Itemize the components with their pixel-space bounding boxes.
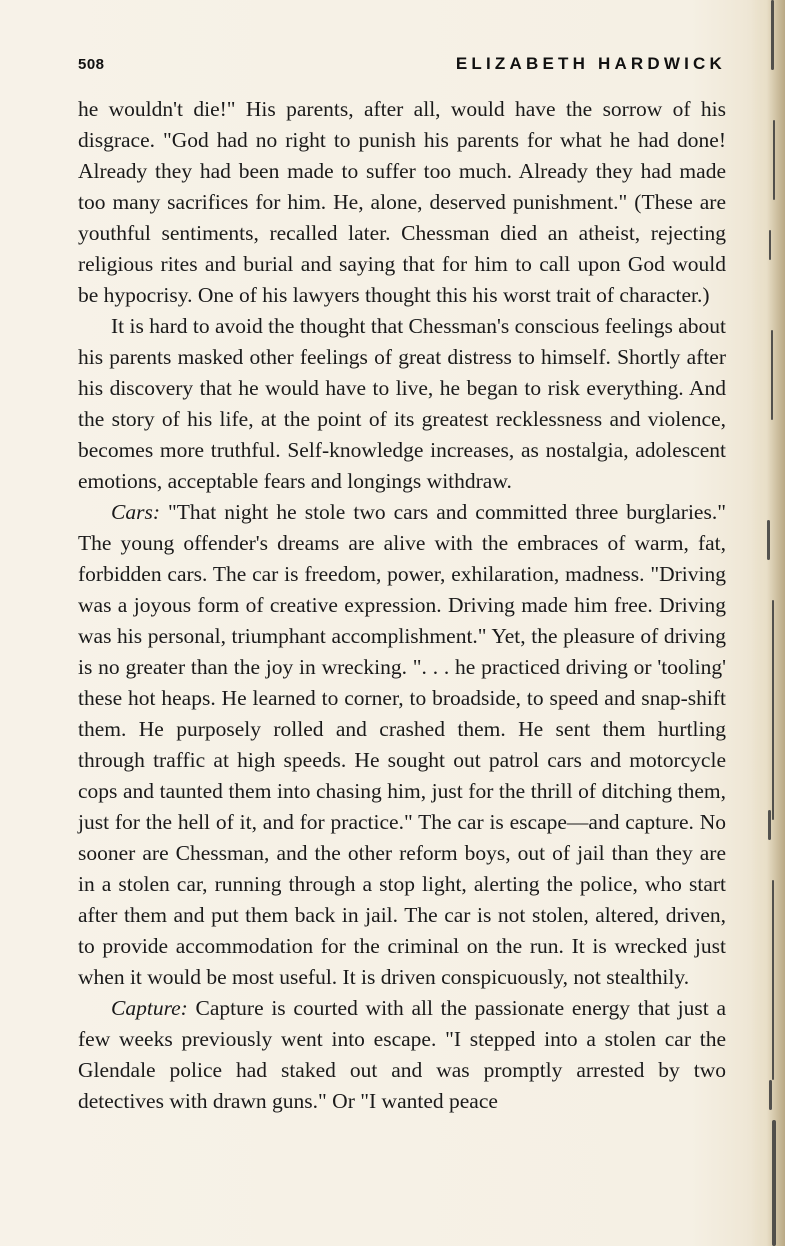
page-gutter-shadow [751, 0, 785, 1246]
paragraph-text: It is hard to avoid the thought that Chessman's conscious feelings about his parents masked other feelings of great distress to himself. Shortly after his discovery that he would have to live, he began to risk everything. And the story of his life, at the point of its greatest recklessness and violence, becomes more truthful. Self-knowledge increases, as nostalgia, adolescent emotions, acceptable fears and longings withdraw. [78, 314, 726, 493]
gutter-mark [772, 880, 774, 1080]
paragraph [78, 993, 726, 1117]
paragraph [78, 311, 726, 497]
section-label: Cars: [111, 500, 160, 524]
paragraph-text: "That night he stole two cars and committed three burglaries." The young offender's dreams are alive with the embraces of warm, fat, forbidden cars. The car is freedom, power, exhilaration, madness. "Driving was a joyous form of creative expression. Driving made him free. Driving was his personal, triumphant accomplishment." Yet, the pleasure of driving is no greater than the joy in wrecking. ". . . he practiced driving or 'tooling' these hot heaps. He learned to corner, to broadside, to speed and snap-shift them. He purposely rolled and crashed them. He sent them hurtling through traffic at high speeds. He sought out patrol cars and motorcycle cops and taunted them into chasing him, just for the thrill of ditching them, just for the hell of it, and for practice." The car is escape—and capture. No sooner are Chessman, and the other reform boys, out of jail than they are in a stolen car, running through a stop light, alerting the police, who start after them and put them back in jail. The car is not stolen, altered, driven, to provide accommodation for the criminal on the run. It is wrecked just when it would be most useful. It is driven conspicuously, not stealthily. [78, 500, 726, 989]
paragraph-text: Capture is courted with all the passionate energy that just a few weeks previously went into escape. "I stepped into a stolen car the Glendale police had staked out and was promptly arrested by two detectives with drawn guns." Or "I wanted peace [78, 996, 726, 1113]
gutter-mark [771, 330, 773, 420]
gutter-mark [773, 120, 775, 200]
paragraph-text: he wouldn't die!" His parents, after all, would have the sorrow of his disgrace. "God had no right to punish his parents for what he had done! Already they had been made to suffer too much. Already they had made too many sacrifices for him. He, alone, deserved punishment." (These are youthful sentiments, recalled later. Chessman died an atheist, rejecting religious rites and burial and saying that for him to call upon God would be hypocrisy. One of his lawyers thought this his worst trait of character.) [78, 97, 726, 307]
gutter-mark [771, 0, 774, 70]
gutter-mark [769, 1080, 772, 1110]
running-head: ELIZABETH HARDWICK [455, 54, 726, 73]
page-number: 508 [78, 56, 105, 73]
gutter-mark [772, 1120, 776, 1246]
section-label: Capture: [111, 996, 188, 1020]
body-text [78, 94, 726, 1117]
gutter-mark [768, 810, 771, 840]
paragraph [78, 94, 726, 311]
gutter-mark [772, 600, 774, 820]
gutter-mark [767, 520, 770, 560]
page-header [78, 54, 726, 78]
paragraph [78, 497, 726, 993]
gutter-mark [769, 230, 771, 260]
